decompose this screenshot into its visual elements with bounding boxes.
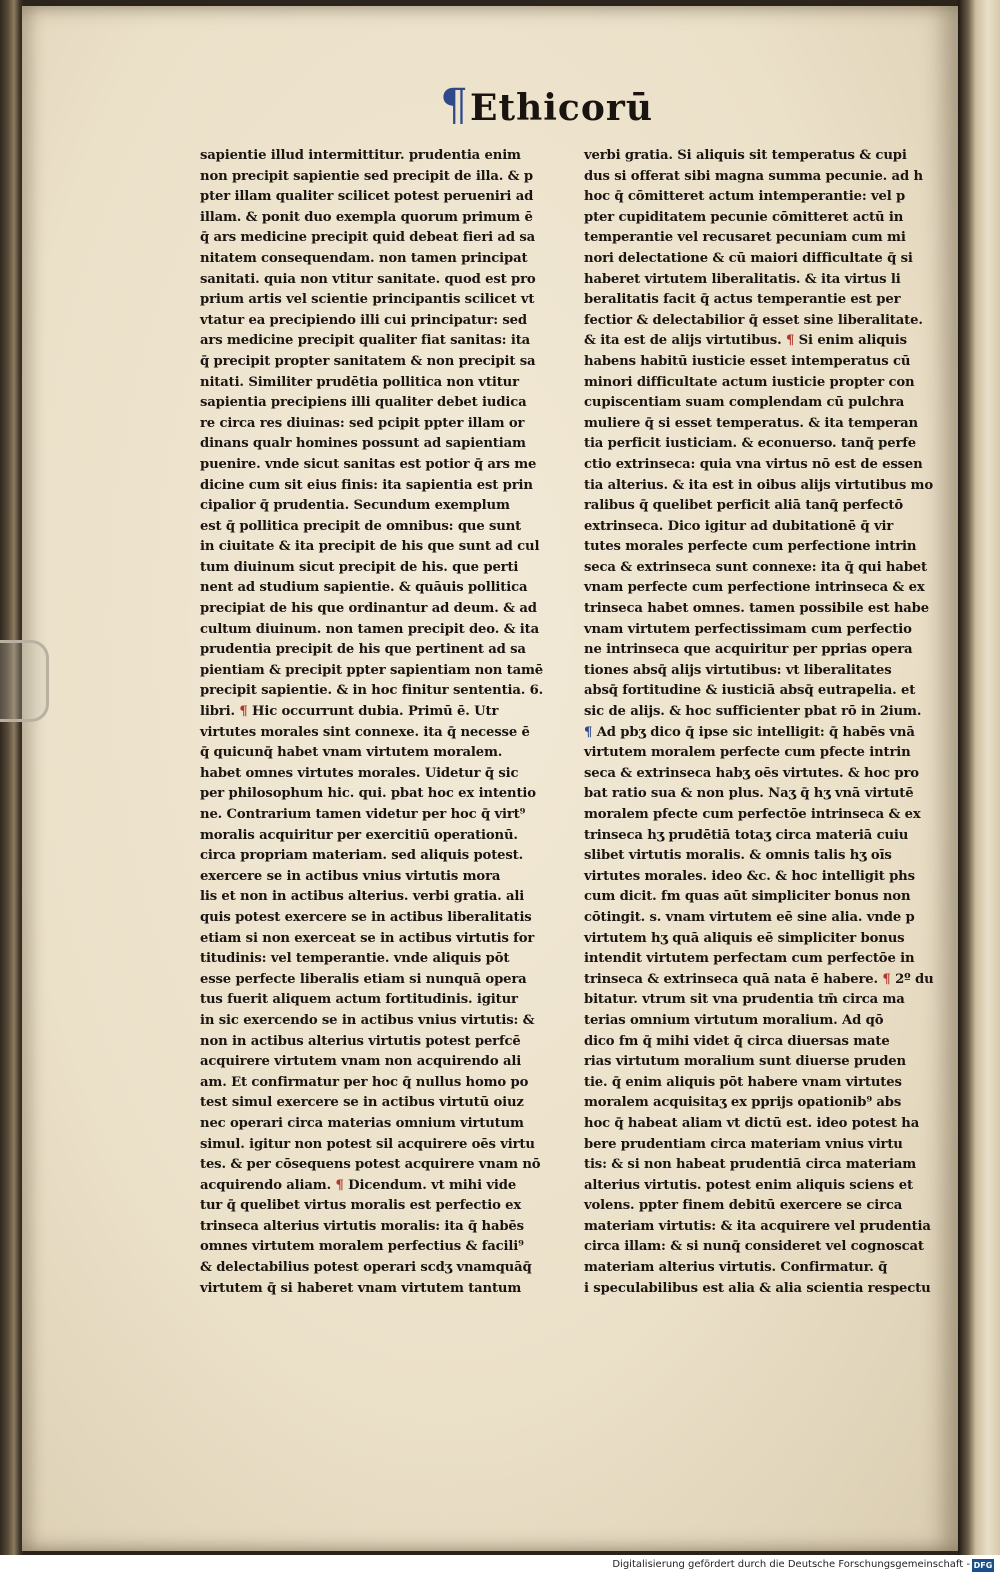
text-line: tiones absq̄ alijs virtutibus: vt liberalitates [584, 662, 892, 678]
text-line: temperantie vel recusaret pecuniam cum mi [584, 230, 906, 246]
text-line: virtutem moralem perfecte cum pfecte intrin [584, 745, 911, 761]
text-line: materiam alterius virtutis. Confirmatur. q̄ [584, 1260, 888, 1276]
text-line: materiam virtutis: & ita acquirere vel prudentia [584, 1218, 931, 1234]
text-line: bat ratio sua & non plus. Naʒ q̄ hʒ vnā virtutē [584, 786, 914, 802]
paragraph-mark: ¶ [239, 704, 248, 720]
text-line: per philosophum hic. qui. pbat hoc ex intentio [200, 786, 536, 802]
text-line: prudentia precipit de his que pertinent ad sa [200, 642, 526, 658]
text-line: pter illam qualiter scilicet potest perueniri ad [200, 189, 534, 205]
text-line: nitati. Similiter prudētia pollitica non vtitur [200, 374, 519, 390]
text-line: acquirere virtutem vnam non acquirendo ali [200, 1054, 522, 1070]
text-line: fectior & delectabilior q̄ esset sine liberalitate. [584, 312, 923, 328]
text-line: moralem pfecte cum perfectōe intrinseca & ex [584, 807, 921, 822]
text-line: tur q̄ quelibet virtus moralis est perfectio ex [200, 1198, 522, 1214]
text-line: hoc q̄ habeat aliam vt dictū est. ideo potest ha [584, 1115, 920, 1131]
text-line: etiam si non exerceat se in actibus virtutis for [200, 930, 535, 946]
text-line: alterius virtutis. potest enim aliquis sciens et [584, 1177, 913, 1193]
text-line: q̄ precipit propter sanitatem & non precipit sa [200, 353, 536, 369]
text-line: intendit virtutem perfectam cum perfectōe in [584, 951, 915, 967]
text-line: hoc q̄ cōmitteret actum intemperantie: vel p [584, 189, 906, 205]
text-line: omnes virtutem moralem perfectius & facili⁹ [200, 1239, 524, 1255]
text-line: re circa res diuinas: sed pcipit ppter illam or [200, 415, 525, 431]
text-line: habens habitū iusticie esset intemperatus cū [584, 353, 911, 369]
text-line: tie. q̄ enim aliquis pōt habere vnam virtutes [584, 1074, 902, 1090]
dfg-logo: DFG [973, 1561, 993, 1570]
text-line: esse perfecte liberalis etiam si nunquā opera [200, 971, 527, 987]
text-line: exercere se in actibus vnius virtutis mora [200, 868, 501, 884]
text-line: titudinis: vel temperantie. vnde aliquis pōt [200, 951, 510, 967]
text-line: tia alterius. & ita est in oibus alijs virtutibus mo [584, 477, 934, 493]
text-line: trinseca habet omnes. tamen possibile est habe [584, 601, 929, 617]
footer-bar [0, 1555, 1000, 1577]
text-line: extrinseca. Dico igitur ad dubitationē q̄ vir [584, 518, 894, 534]
text-line: nent ad studium sapientie. & quāuis pollitica [200, 580, 528, 596]
text-line: dinans qualr homines possunt ad sapientiam [200, 436, 526, 452]
text-line: precipit sapientie. & in hoc finitur sententia. 6. [200, 683, 544, 699]
text-line: in ciuitate & ita precipit de his que sunt ad cul [200, 539, 540, 555]
text-line: ne intrinseca que acquiritur per pprias opera [584, 642, 913, 658]
paragraph-mark: ¶ [882, 971, 891, 987]
text-line: i speculabilibus est alia & alia scientia respectu [584, 1280, 931, 1296]
text-line: sanitati. quia non vtitur sanitate. quod est pro [200, 271, 536, 287]
text-line: circa propriam materiam. sed aliquis potest. [200, 848, 524, 864]
text-line: prium artis vel scientie principantis scilicet vt [200, 292, 535, 308]
text-line: seca & extrinseca habʒ oēs virtutes. & hoc pro [584, 765, 919, 781]
text-line: minori difficultate actum iusticie propter con [584, 374, 915, 390]
text-line: circa illam: & si nunq̄ consideret vel cognoscat [584, 1239, 924, 1255]
text-line: nitatem consequendam. non tamen principat [200, 250, 528, 266]
text-line: am. Et confirmatur per hoc q̄ nullus homo po [200, 1074, 529, 1090]
text-line: vnam perfecte cum perfectione intrinseca & ex [584, 580, 925, 596]
text-line: sapientie illud intermittitur. prudentia enim [200, 148, 521, 163]
text-line: ralibus q̄ quelibet perficit aliā tanq̄ perfectō [584, 498, 904, 514]
text-line: q̄ ars medicine precipit quid debeat fieri ad sa [200, 230, 535, 246]
text-line: verbi gratia. Si aliquis sit temperatus & cupi [584, 148, 907, 163]
text-line: ars medicine precipit qualiter fiat sanitas: ita [200, 333, 531, 349]
text-line: est q̄ pollitica precipit de omnibus: que sunt [200, 518, 522, 534]
text-line: tus fuerit aliquem actum fortitudinis. igitur [200, 992, 518, 1008]
text-line: habet omnes virtutes morales. Uidetur q̄ sic [200, 765, 519, 781]
text-line: nec operari circa materias omnium virtutum [200, 1115, 524, 1131]
text-line: trinseca hʒ prudētiā totaʒ circa materiā cuiu [584, 827, 909, 843]
facing-page-edge [958, 0, 1000, 1555]
text-line: pientiam & precipit ppter sapientiam non tamē [200, 662, 544, 678]
text-line: seca & extrinseca sunt connexe: ita q̄ qui habet [584, 559, 927, 575]
text-line: & delectabilius potest operari scdʒ vnamquāq̄ [200, 1260, 532, 1276]
text-line: haberet virtutem liberalitatis. & ita virtus li [584, 271, 901, 287]
text-line: dicine cum sit eius finis: ita sapientia est prin [200, 477, 533, 493]
text-line: slibet virtutis moralis. & omnis talis hʒ oīs [584, 848, 892, 864]
text-line: libri. ¶ Hic occurrunt dubia. Primū ē. Utr [200, 704, 499, 720]
text-line: pter cupiditatem pecunie cōmitteret actū in [584, 209, 904, 225]
text-line: trinseca & extrinseca quā nata ē habere. ¶ 2º du [584, 971, 934, 987]
text-line: virtutes morales sint connexe. ita q̄ necesse ē [200, 724, 530, 740]
text-line: ne. Contrarium tamen videtur per hoc q̄ virt⁹ [200, 807, 526, 822]
text-line: nori delectatione & cū maiori difficultate q̄ si [584, 250, 913, 266]
footer-credit: Digitalisierung gefördert durch die Deutsche Forschungsgemeinschaft - [612, 1559, 970, 1570]
text-line: bere prudentiam circa materiam vnius virtu [584, 1136, 903, 1152]
text-line: virtutes morales. ideo &c. & hoc intelligit phs [584, 868, 915, 884]
text-line: lis et non in actibus alterius. verbi gratia. ali [200, 889, 525, 905]
text-line: volens. ppter finem debitū exercere se circa [584, 1198, 903, 1214]
text-line: tis: & si non habeat prudentiā circa materiam [584, 1157, 917, 1173]
text-line: moralis acquiritur per exercitiū operationū. [200, 827, 518, 843]
text-line: non precipit sapientie sed precipit de illa. & p [200, 168, 533, 184]
text-line: cupiscentiam suam complendam cū pulchra [584, 395, 905, 411]
text-line: tum diuinum sicut precipit de his. que perti [200, 559, 519, 575]
text-line: simul. igitur non potest sil acquirere oēs virtu [200, 1136, 535, 1152]
text-line: precipiat de his que ordinantur ad deum. & ad [200, 601, 537, 617]
text-line: cōtingit. s. vnam virtutem eē sine alia. vnde p [584, 909, 915, 925]
text-line: vtatur ea precipiendo illi cui principatur: sed [200, 312, 527, 328]
page-clip [0, 640, 49, 722]
text-line: bitatur. vtrum sit vna prudentia tm̄ circa ma [584, 992, 905, 1008]
text-column-right [584, 146, 934, 1299]
text-line: in sic exercendo se in actibus vnius virtutis: & [200, 1012, 535, 1028]
text-line: tia perficit iusticiam. & econuerso. tanq̄ perfe [584, 436, 917, 452]
text-line: cultum diuinum. non tamen precipit deo. & ita [200, 621, 539, 637]
text-line: acquirendo aliam. ¶ Dicendum. vt mihi vide [200, 1177, 517, 1193]
paragraph-mark: ¶ [785, 333, 795, 349]
text-line: virtutem hʒ quā aliquis eē simpliciter bonus [584, 930, 905, 946]
text-line: beralitatis facit q̄ actus temperantie est per [584, 292, 901, 308]
text-line: quis potest exercere se in actibus liberalitatis [200, 909, 532, 925]
text-line: muliere q̄ si esset temperatus. & ita temperan [584, 415, 918, 431]
text-line: q̄ quicunq̄ habet vnam virtutem moralem. [200, 745, 503, 761]
text-line: & ita est de alijs virtutibus. ¶ Si enim aliquis [584, 333, 907, 349]
text-line: moralem acquisitaʒ ex pprijs opationib⁹ abs [584, 1095, 902, 1111]
text-line: terias omnium virtutum moralium. Ad qō [584, 1012, 884, 1028]
pilcrow-mark: ¶ [440, 80, 468, 131]
text-line: cipalior q̄ prudentia. Secundum exemplum [200, 498, 510, 514]
page-header [440, 80, 653, 134]
text-line: dico fm q̄ mihi videt q̄ circa diuersas mate [584, 1033, 890, 1049]
paragraph-mark: ¶ [584, 724, 593, 740]
text-line: rias virtutum moralium sunt diuerse pruden [584, 1054, 906, 1070]
text-line: vnam virtutem perfectissimam cum perfectio [584, 621, 912, 637]
text-line: ctio extrinseca: quia vna virtus nō est de essen [584, 456, 923, 472]
text-line: illam. & ponit duo exempla quorum primum ē [200, 209, 533, 225]
text-line: test simul exercere se in actibus virtutū oiuz [200, 1095, 524, 1111]
text-line: virtutem q̄ si haberet vnam virtutem tantum [200, 1280, 522, 1296]
text-line: puenire. vnde sicut sanitas est potior q̄ ars me [200, 456, 537, 472]
text-line: tutes morales perfecte cum perfectione intrin [584, 539, 917, 555]
text-line: trinseca alterius virtutis moralis: ita q̄ habēs [200, 1218, 524, 1234]
paragraph-mark: ¶ [335, 1177, 344, 1193]
running-head: Ethicorū [470, 87, 653, 129]
text-column-left [200, 146, 552, 1299]
text-line: non in actibus alterius virtutis potest perfcē [200, 1033, 521, 1049]
text-line: tes. & per cōsequens potest acquirere vnam nō [200, 1157, 541, 1173]
text-line: cum dicit. fm quas aūt simpliciter bonus non [584, 889, 911, 905]
text-line: sic de alijs. & hoc sufficienter pbat rō in 2ium. [584, 704, 922, 720]
text-line: absq̄ fortitudine & iusticiā absq̄ eutrapelia. et [584, 683, 916, 699]
text-line: dus si offerat sibi magna summa pecunie. ad h [584, 168, 923, 184]
text-line: ¶ Ad pbʒ dico q̄ ipse sic intelligit: q̄ habēs vnā [584, 724, 915, 740]
text-line: sapientia precipiens illi qualiter debet iudica [200, 395, 527, 411]
